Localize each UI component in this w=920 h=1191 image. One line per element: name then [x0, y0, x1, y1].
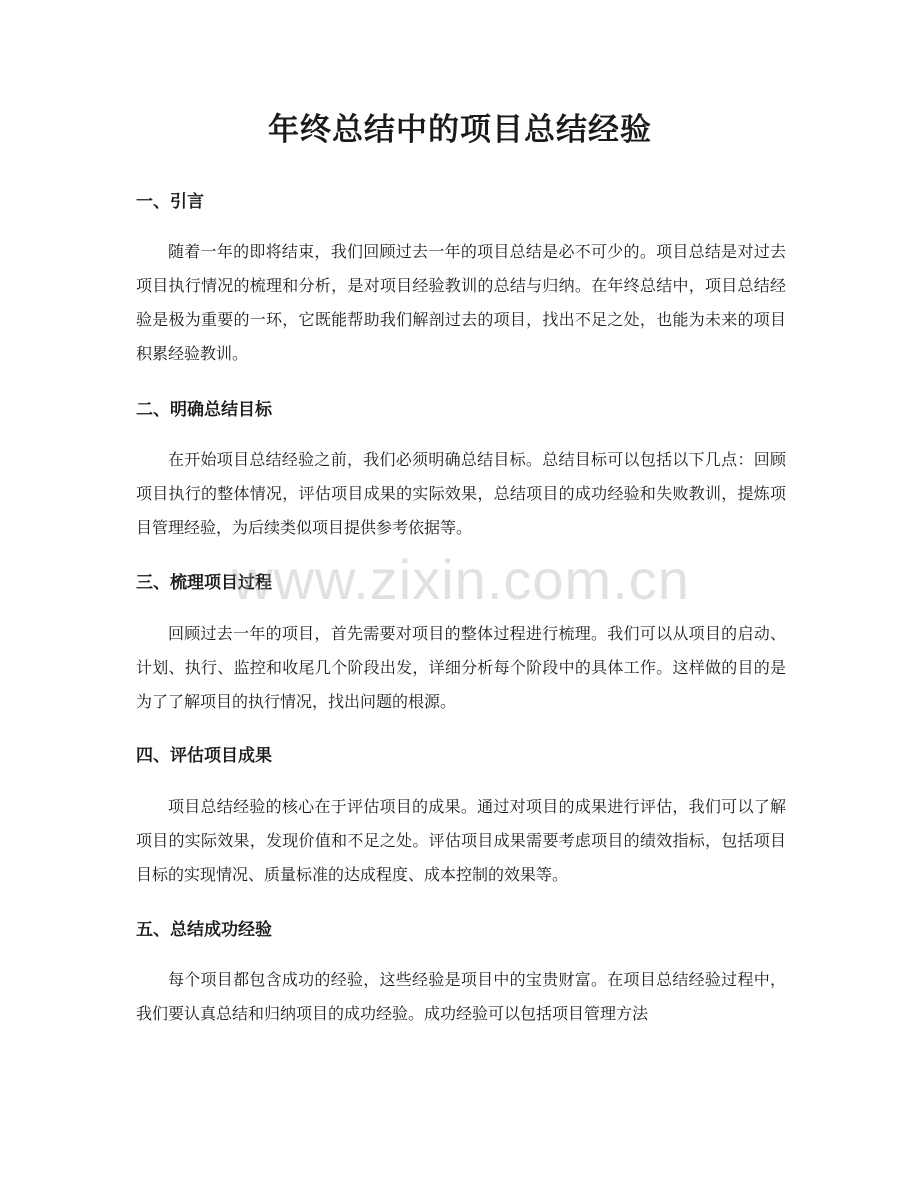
section-heading-success: 五、总结成功经验: [136, 920, 272, 940]
section-paragraph-results: 项目总结经验的核心在于评估项目的成果。通过对项目的成果进行评估，我们可以了解项目的实际效果，发现价值和不足之处。评估项目成果需要考虑项目的绩效指标，包括项目目标的实现情况、质量标准的达成程度、成本控制的效果等。: [136, 797, 786, 884]
section-heading-goals: 二、明确总结目标: [136, 400, 272, 420]
section-paragraph-goals: 在开始项目总结经验之前，我们必须明确总结目标。总结目标可以包括以下几点：回顾项目执行的整体情况，评估项目成果的实际效果，总结项目的成功经验和失败教训，提炼项目管理经验，为后续类似项目提供参考依据等。: [136, 450, 786, 537]
section-heading-results: 四、评估项目成果: [136, 746, 272, 766]
document-title: 年终总结中的项目总结经验: [268, 112, 652, 148]
section-heading-introduction: 一、引言: [136, 192, 204, 212]
section-paragraph-success: 每个项目都包含成功的经验，这些经验是项目中的宝贵财富。在项目总结经验过程中，我们要认真总结和归纳项目的成功经验。成功经验可以包括项目管理方法: [136, 970, 786, 1023]
section-heading-process: 三、梳理项目过程: [136, 573, 272, 593]
section-paragraph-process: 回顾过去一年的项目，首先需要对项目的整体过程进行梳理。我们可以从项目的启动、计划、执行、监控和收尾几个阶段出发，详细分析每个阶段中的具体工作。这样做的目的是为了了解项目的执行情况，找出问题的根源。: [136, 624, 786, 711]
section-paragraph-introduction: 随着一年的即将结束，我们回顾过去一年的项目总结是必不可少的。项目总结是对过去项目执行情况的梳理和分析，是对项目经验教训的总结与归纳。在年终总结中，项目总结经验是极为重要的一环，它既能帮助我们解剖过去的项目，找出不足之处，也能为未来的项目积累经验教训。: [136, 242, 786, 363]
watermark-text: www.zixin.com.cn: [232, 548, 690, 611]
